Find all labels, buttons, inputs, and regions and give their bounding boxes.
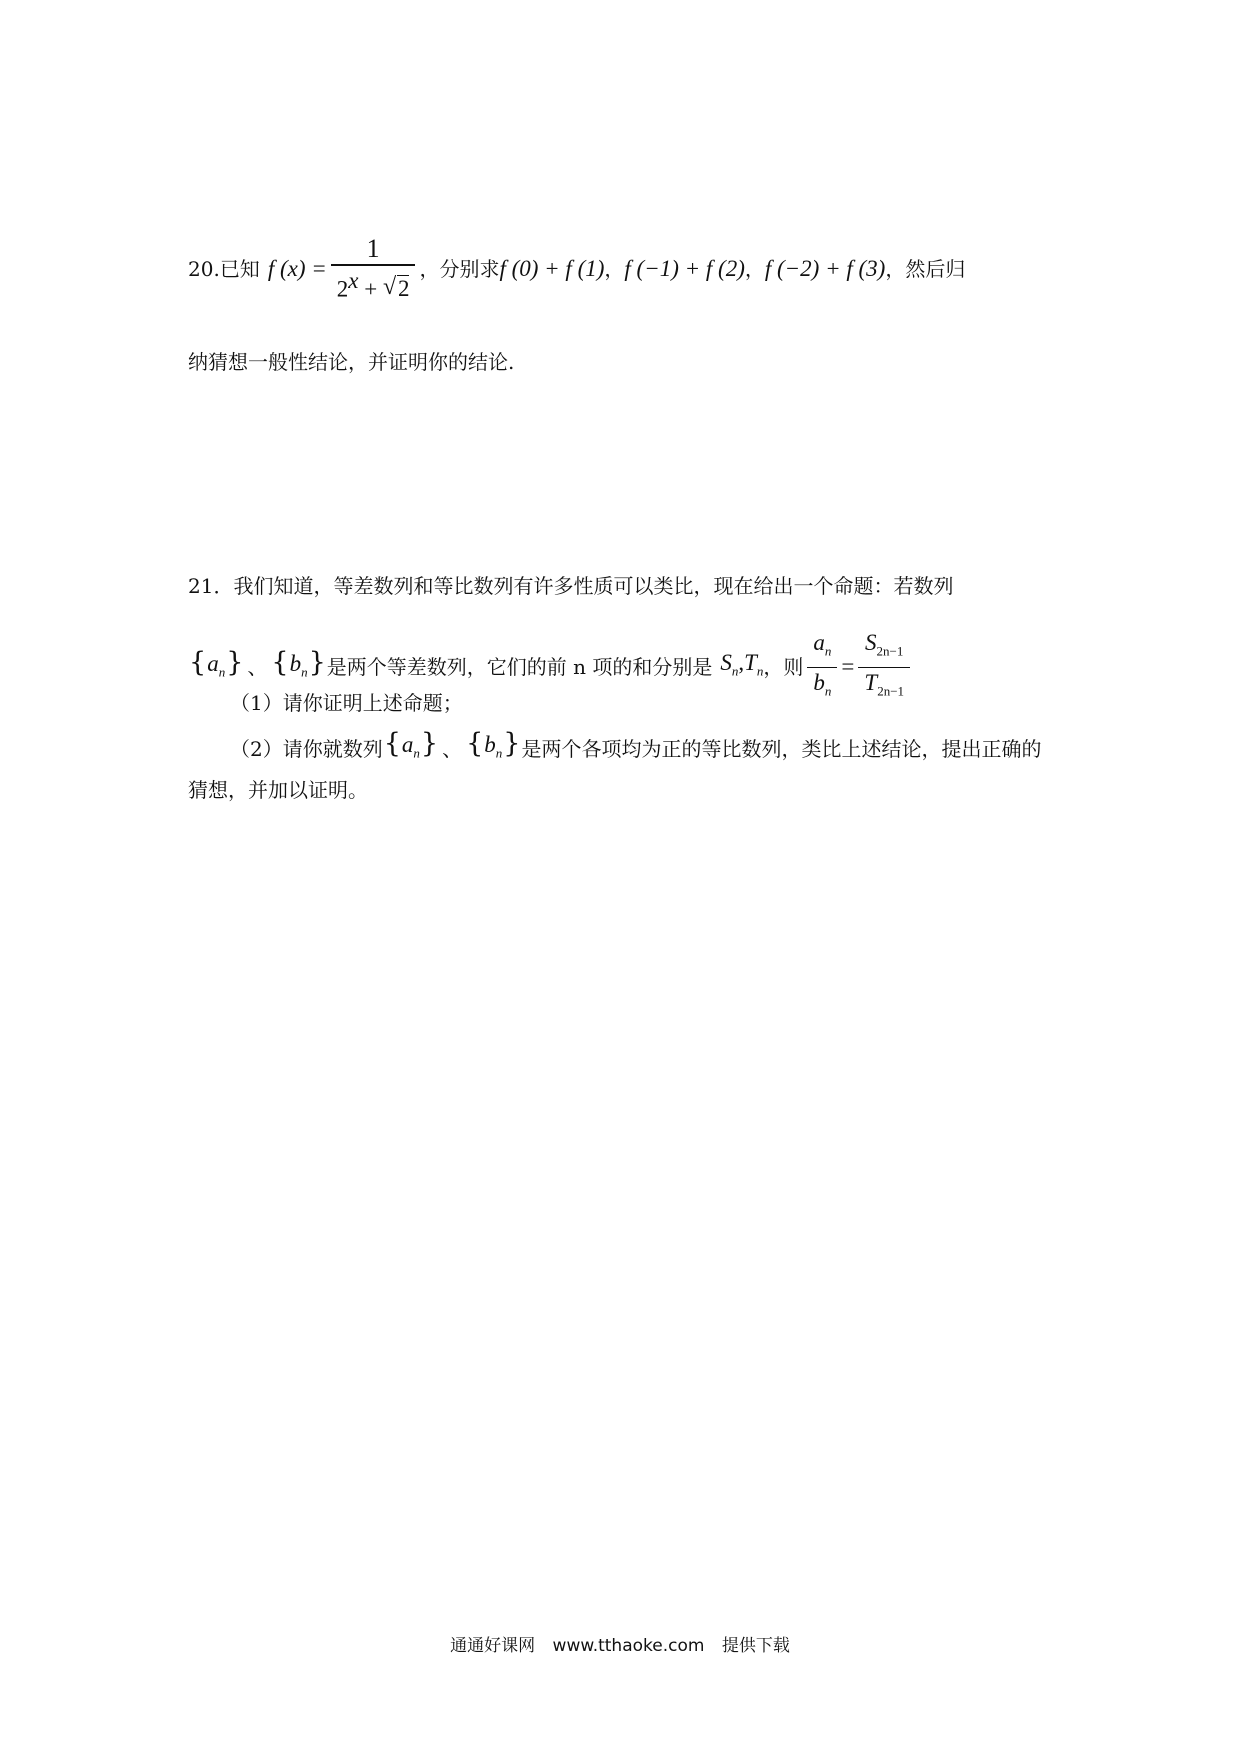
q21-part-1 bbox=[230, 690, 463, 716]
q20-func-lhs: f (x) = bbox=[267, 256, 327, 282]
q20-mid-text: ，分别求 bbox=[419, 257, 500, 282]
radical-icon: √ bbox=[382, 274, 397, 301]
q21-mid-text: 是两个等差数列，它们的前 n 项的和分别是 bbox=[326, 655, 713, 680]
q21-seq-a: $\{a_n\}$ bbox=[189, 646, 244, 680]
q20-den-plus: + bbox=[364, 276, 378, 302]
q21-part2-seq-a: $\{a_n\}$ bbox=[383, 728, 439, 761]
q21-sum-s: $S_n,T_n$ bbox=[720, 650, 764, 679]
q21-part-2-start: （2）请你就数列 bbox=[230, 736, 383, 761]
q21-sep-2: 、 bbox=[442, 736, 463, 761]
q20-comma-1: ， bbox=[604, 257, 625, 282]
q20-expr-2: f (−1) + f (2) bbox=[624, 256, 745, 282]
q21-frac-ab-den: $b_n$ bbox=[813, 670, 832, 699]
footer-url[interactable]: www.tthaoke.com bbox=[552, 1636, 705, 1656]
q20-conclusion-text: 纳猜想一般性结论，并证明你的结论. bbox=[188, 350, 515, 374]
page-footer bbox=[0, 1631, 1240, 1656]
q20-comma-2: ， bbox=[744, 257, 765, 282]
q21-part-2-line-1 bbox=[230, 728, 1042, 767]
q21-part2-seq-b: $\{b_n\}$ bbox=[466, 728, 521, 761]
q20-end-text: ，然后归 bbox=[885, 257, 966, 282]
q21-line-1 bbox=[188, 573, 953, 599]
q21-part-2-end: 是两个各项均为正的等比数列，类比上述结论，提出正确的 bbox=[521, 736, 1042, 761]
q20-expr-1: f (0) + f (1) bbox=[499, 256, 605, 282]
q20-fraction bbox=[331, 236, 416, 302]
q20-line-2 bbox=[188, 349, 514, 375]
q21-part-1-text: （1）请你证明上述命题； bbox=[230, 691, 463, 715]
q21-sep-1: 、 bbox=[247, 655, 268, 680]
q21-intro-text: 21．我们知道，等差数列和等比数列有许多性质可以类比，现在给出一个命题：若数列 bbox=[188, 574, 954, 598]
q20-den-base: 2 bbox=[336, 276, 349, 302]
q20-intro: 已知 bbox=[219, 257, 260, 282]
q21-frac-ab bbox=[807, 630, 837, 705]
q21-frac-ab-num: $a_n$ bbox=[813, 630, 832, 659]
q21-then-text: ，则 bbox=[763, 655, 804, 680]
q21-equals: = bbox=[841, 654, 855, 680]
q20-frac-denominator bbox=[331, 266, 416, 303]
q21-frac-st bbox=[858, 630, 910, 705]
sqrt-symbol bbox=[383, 276, 410, 302]
q21-frac-st-den: $T_{2n-1}$ bbox=[864, 670, 905, 699]
q20-number: 20. bbox=[188, 257, 220, 282]
q20-expr-3: f (−2) + f (3) bbox=[764, 256, 886, 282]
footer-action: 提供下载 bbox=[721, 1636, 790, 1656]
footer-site-name: 通通好课网 bbox=[450, 1636, 536, 1656]
q21-part-2-line-2-text: 猜想，并加以证明。 bbox=[188, 778, 368, 802]
q20-line-1 bbox=[188, 236, 965, 302]
q21-part-2-line-2 bbox=[188, 777, 368, 803]
q21-seq-b: $\{b_n\}$ bbox=[271, 646, 326, 680]
q21-frac-st-num: $S_{2n-1}$ bbox=[865, 630, 904, 659]
q20-frac-numerator: 1 bbox=[366, 234, 380, 263]
q20-den-exp: x bbox=[348, 267, 359, 293]
q20-sqrt-value: 2 bbox=[397, 276, 410, 302]
